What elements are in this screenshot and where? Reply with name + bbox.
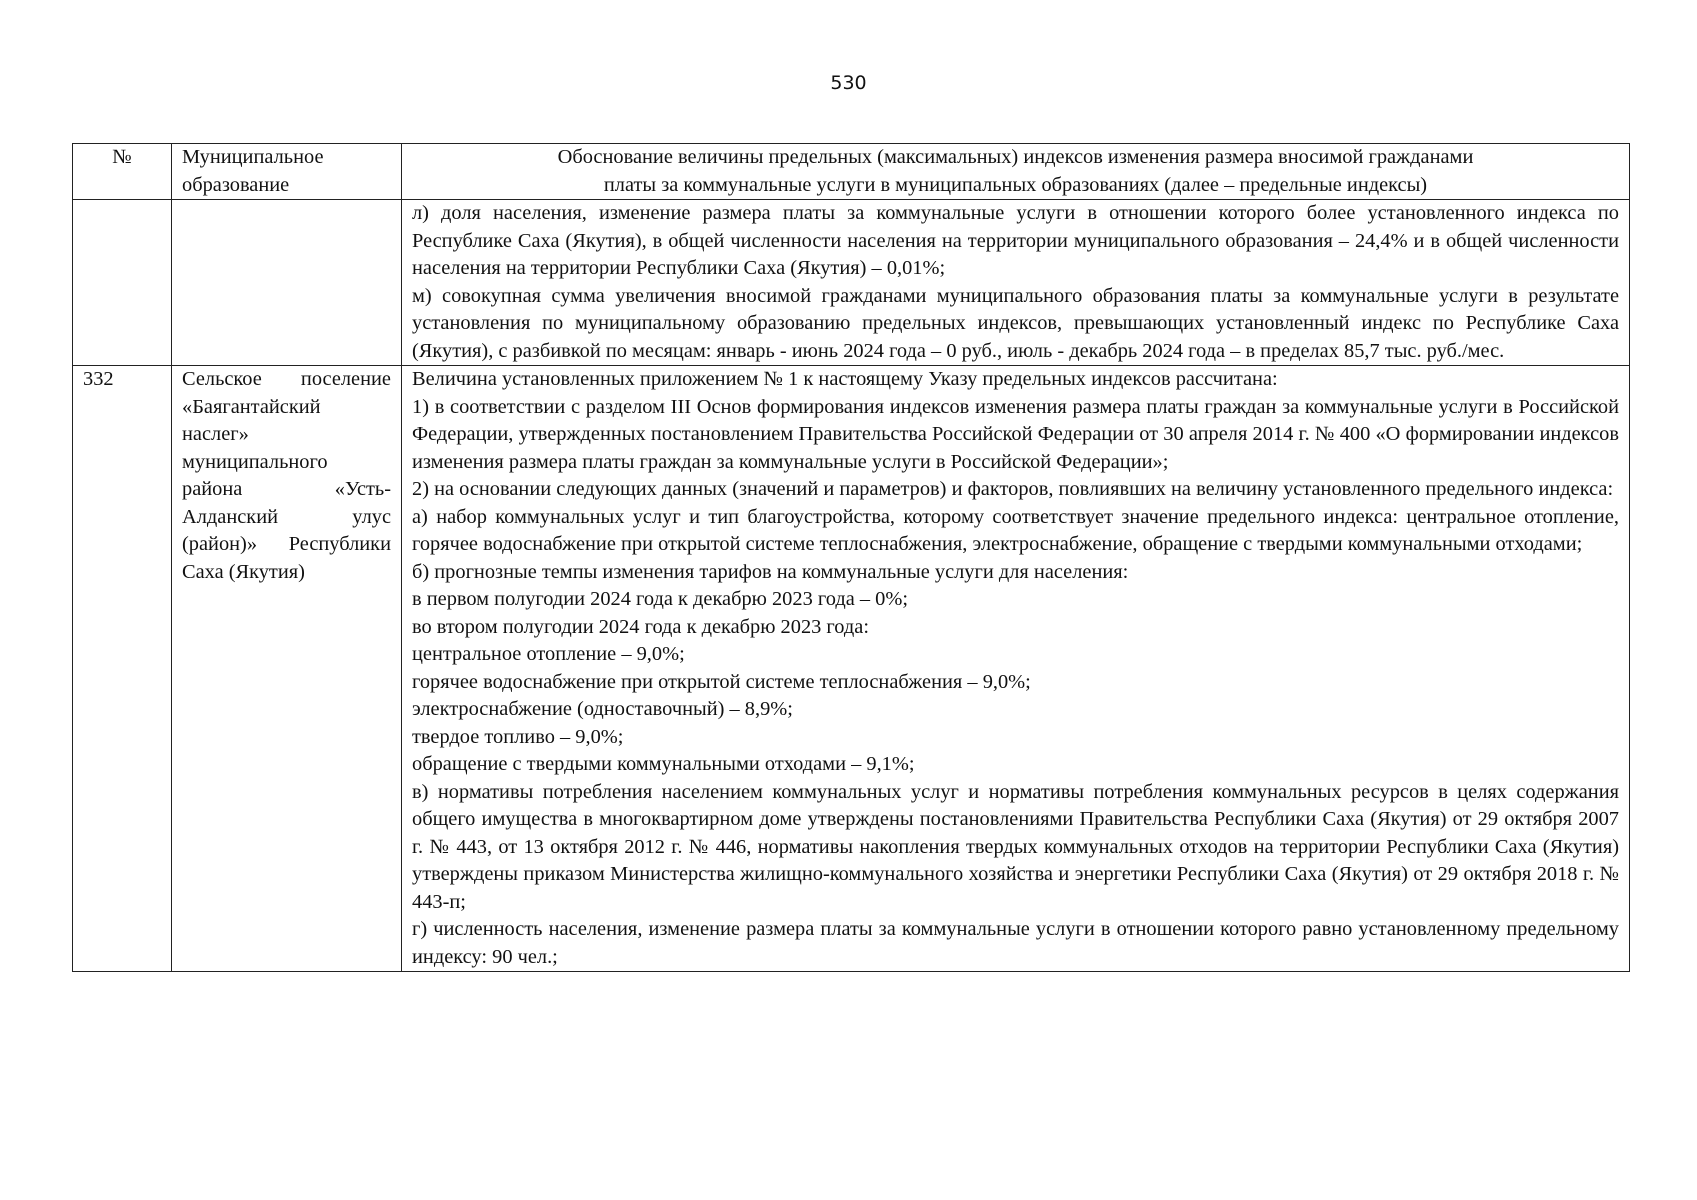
justification-paragraph: а) набор коммунальных услуг и тип благоустройства, которому соответствует значение предельного индекса: центральное отопление, горячее водоснабжение при открытой системе теплоснабжения, электроснабжение, обращение с твердыми коммунальными отходами; <box>412 505 1619 555</box>
justification-paragraph: в) нормативы потребления населением коммунальных услуг и нормативы потребления коммунальных ресурсов в целях содержания общего имущества в многоквартирном доме утверждены постановлениями Правительства Республики Саха (Якутия) от 29 октября 2007 г. № 443, от 13 октября 2012 г. № 446, нормативы накопления твердых коммунальных отходов на территории Республики Саха (Якутия) утверждены приказом Министерства жилищно-коммунального хозяйства и энергетики Республики Саха (Якутия) от 29 октября 2018 г. № 443-п; <box>412 780 1619 913</box>
row-municipality: Сельское поселение «Баягантайский наслег» муниципального района «Усть-Алданский улус (район)» Республики Саха (Якутия) <box>172 366 402 972</box>
header-justification-line-1: Обоснование величины предельных (максимальных) индексов изменения размера вносимой гражданами <box>557 146 1474 168</box>
row-justification <box>402 200 1630 366</box>
justification-paragraph: м) совокупная сумма увеличения вносимой гражданами муниципального образования платы за коммунальные услуги в результате установления по муниципальному образованию предельных индексов, превышающих установленный индекс по Республике Саха (Якутия), с разбивкой по месяцам: январь - июнь 2024 года – 0 руб., июль - декабрь 2024 года – в пределах 85,7 тыс. руб./мес. <box>412 284 1619 362</box>
justification-paragraph: л) доля населения, изменение размера платы за коммунальные услуги в отношении которого более установленного индекса по Республике Саха (Якутия), в общей численности населения на территории муниципального образования – 24,4% и в общей численности населения на территории Республики Саха (Якутия) – 0,01%; <box>412 202 1619 279</box>
header-justification-line-2: платы за коммунальные услуги в муниципальных образованиях (далее – предельные индексы) <box>603 173 1428 196</box>
justification-paragraph: г) численность населения, изменение размера платы за коммунальные услуги в отношении которого равно установленному предельному индексу: 90 чел.; <box>412 918 1619 968</box>
justification-paragraph: Величина установленных приложением № 1 к настоящему Указу предельных индексов рассчитана: <box>412 368 1278 390</box>
row-number <box>73 200 172 366</box>
justification-paragraph: б) прогнозные темпы изменения тарифов на коммунальные услуги для населения: <box>412 560 1129 583</box>
justification-paragraph: электроснабжение (одноставочный) – 8,9%; <box>412 698 793 720</box>
page-number: 530 <box>830 72 867 94</box>
table-row <box>73 200 1630 366</box>
justification-paragraph: 1) в соответствии с разделом III Основ формирования индексов изменения размера платы граждан за коммунальные услуги в Российской Федерации, утвержденных постановлением Правительства Российской Федерации от 30 апреля 2014 г. № 400 «О формировании индексов изменения размера платы граждан за коммунальные услуги в Российской Федерации»; <box>412 395 1619 473</box>
justification-paragraph: твердое топливо – 9,0%; <box>412 725 624 748</box>
row-justification <box>402 366 1630 972</box>
header-municipality: Муниципальное образование <box>172 144 402 200</box>
justification-paragraph: 2) на основании следующих данных (значений и параметров) и факторов, повлиявших на величину установленного предельного индекса: <box>412 478 1614 500</box>
justification-paragraph: во втором полугодии 2024 года к декабрю 2023 года: <box>412 615 869 638</box>
justification-paragraph: в первом полугодии 2024 года к декабрю 2023 года – 0%; <box>412 588 908 610</box>
justification-paragraph: центральное отопление – 9,0%; <box>412 643 685 665</box>
table-row <box>73 366 1630 972</box>
justification-paragraph: обращение с твердыми коммунальными отходами – 9,1%; <box>412 753 915 775</box>
header-number: № <box>73 144 172 200</box>
justification-paragraph: горячее водоснабжение при открытой системе теплоснабжения – 9,0%; <box>412 670 1031 693</box>
row-number: 332 <box>73 366 172 972</box>
row-municipality <box>172 200 402 366</box>
table-header-row <box>73 144 1630 200</box>
indices-table <box>72 143 1630 972</box>
header-justification <box>402 144 1630 200</box>
